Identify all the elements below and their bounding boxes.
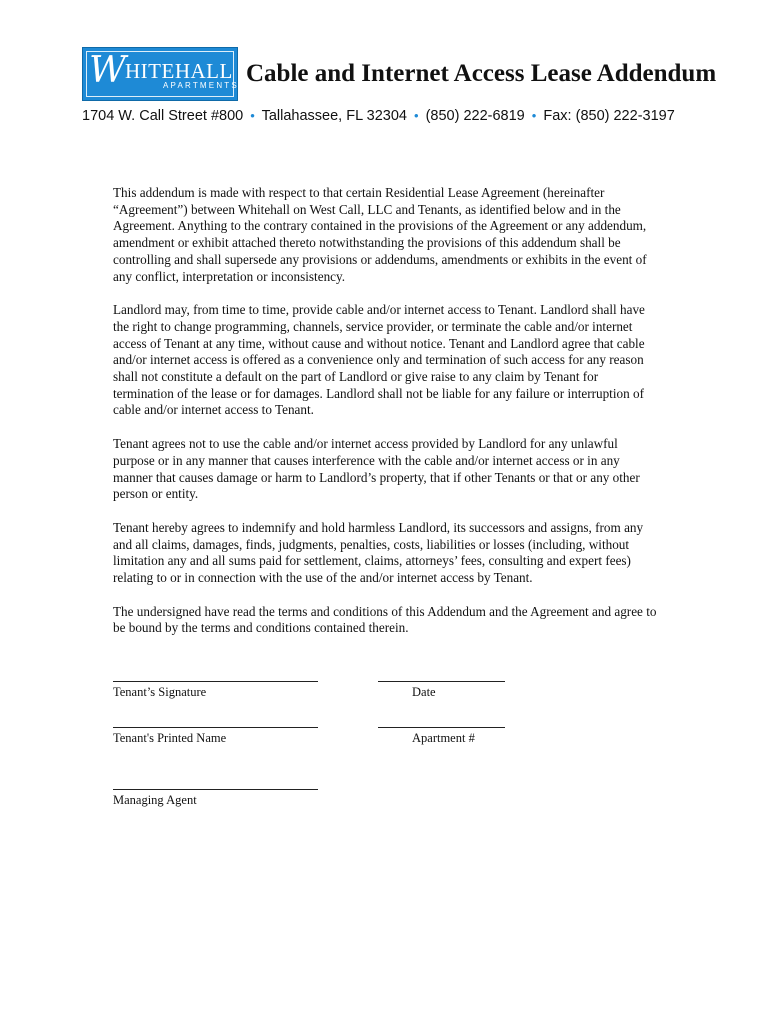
apartment-label: Apartment # [412,731,475,745]
addendum-body [113,185,661,654]
logo-name: HITEHALL [125,59,233,83]
bullet-separator: • [250,108,255,123]
address-city: Tallahassee, FL 32304 [261,108,407,124]
paragraph-service: Landlord may, from time to time, provide cable and/or internet access to Tenant. Landlord shall have the right to change programming, channels, service provider, or terminate the cable and/or internet access of Tenant at any time, without cause and without notice. Tenant and Landlord agree that cable and/or internet access is offered as a convenience only and termination of such access for any reason shall not constitute a default on the part of Landlord or give raise to any claim by Tenant for termination of the lease or for damages. Landlord shall not be liable for any failure or interruption of cable and/or internet access to Tenant. [113,302,645,418]
date-line[interactable] [378,681,505,682]
address-line [82,107,675,125]
printed-name-line[interactable] [113,727,318,728]
apartment-line[interactable] [378,727,505,728]
date-label: Date [412,685,436,699]
paragraph-indemnity: Tenant hereby agrees to indemnify and hold harmless Landlord, its successors and assigns, from any and all claims, damages, finds, judgments, penalties, costs, liabilities or losses (including, without limitation any and all sums paid for settlement, claims, attorneys’ fees, consulting and expert fees) relating to or in connection with the use of the and/or internet access by Tenant. [113,519,644,586]
printed-name-label: Tenant's Printed Name [113,731,227,745]
tenant-signature-label: Tenant’s Signature [113,685,207,699]
paragraph-acknowledgement: The undersigned have read the terms and conditions of this Addendum and the Agreement and agree to be bound by the terms and conditions contained therein. [113,603,657,636]
whitehall-logo [82,47,238,101]
bullet-separator: • [531,108,537,123]
logo-subtitle: APARTMENTS [163,81,239,90]
document-title: Cable and Internet Access Lease Addendum [246,60,717,87]
bullet-separator: • [414,108,419,123]
address-fax: Fax: (850) 222-3197 [543,108,675,124]
managing-agent-line[interactable] [113,789,318,790]
address-street: 1704 W. Call Street #800 [82,108,244,124]
managing-agent-label: Managing Agent [113,793,197,807]
paragraph-agreement: This addendum is made with respect to that certain Residential Lease Agreement (hereinafter “Agreement”) between Whitehall on West Call, LLC and Tenants, as identified below and in the Agreement. Anything to the contrary contained in the provisions of the Agreement or any addendum, amendment or exhibit attached thereto notwithstanding the provisions of this addendum shall be controlling and shall supersede any provisions or addendums, amendments or exhibits in the event of any conflict, interpretation or inconsistency. [113,185,647,284]
tenant-signature-line[interactable] [113,681,318,682]
paragraph-usage: Tenant agrees not to use the cable and/or internet access provided by Landlord for any unlawful purpose or in any manner that causes interference with the cable and/or internet access or in any manner that causes damage or harm to Landlord’s property, that if other Tenants or that or any other person or entity. [113,436,640,502]
logo-initial: W [89,50,127,91]
address-phone: (850) 222-6819 [425,108,525,124]
